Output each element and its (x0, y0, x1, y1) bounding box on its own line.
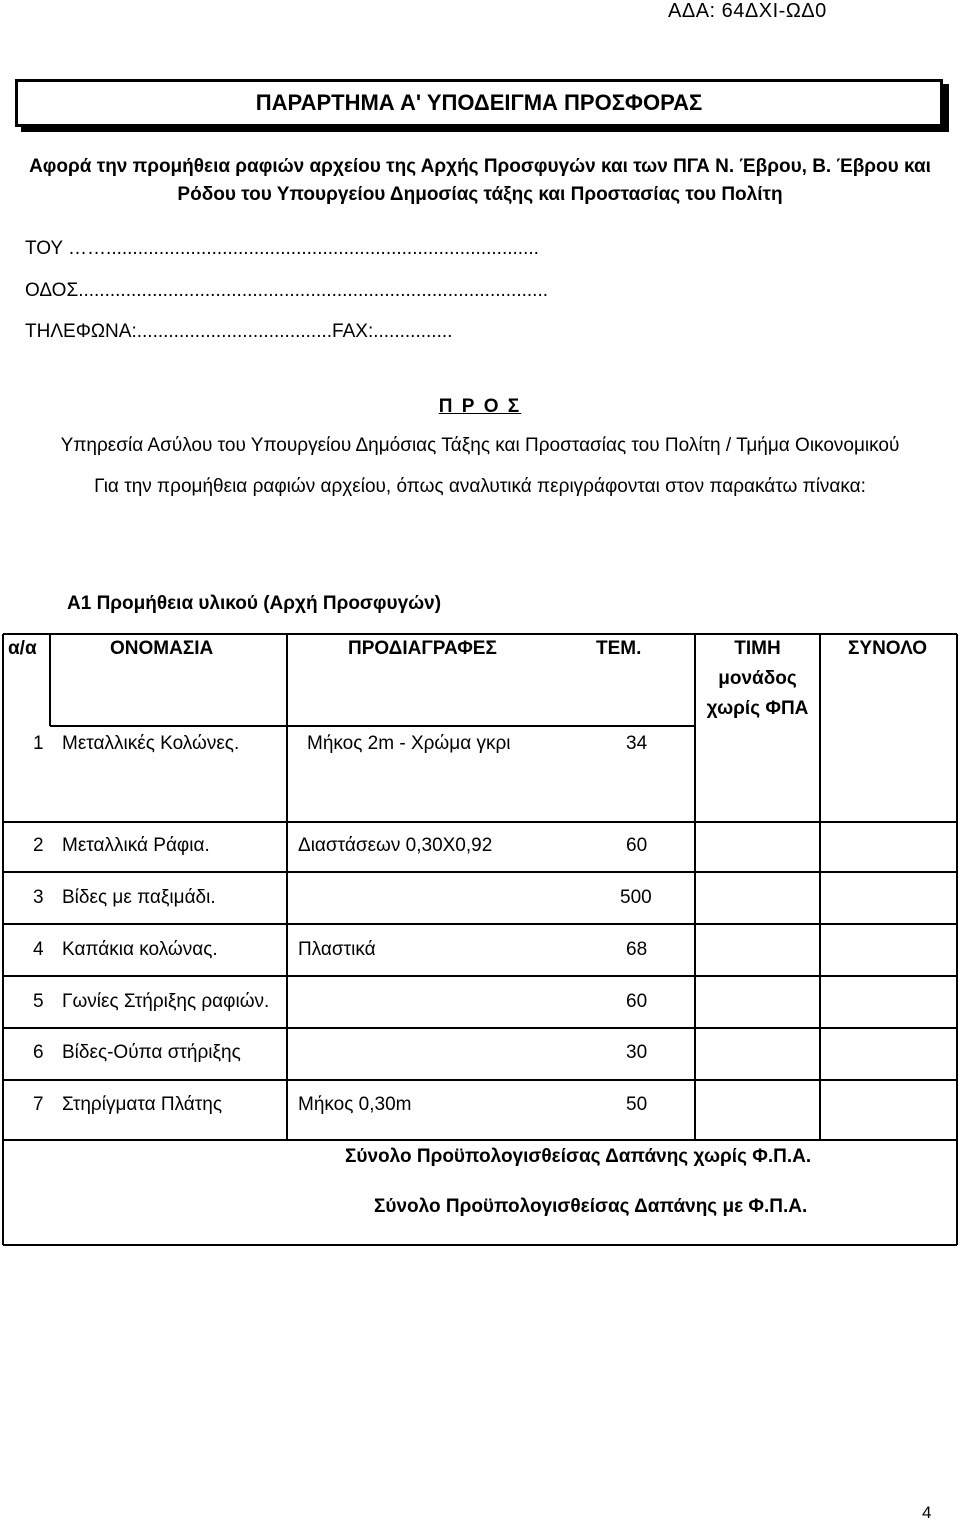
row-4-name: Καπάκια κολώνας. (62, 939, 218, 960)
row-2-specs: Διαστάσεων 0,30Χ0,92 (298, 835, 493, 856)
row-3-name: Βίδες με παξιμάδι. (62, 887, 216, 908)
sum-with-vat-label: Σύνολο Προϋπολογισθείσας Δαπάνης με Φ.Π.Α. (374, 1196, 808, 1217)
row-7-specs: Μήκος 0,30m (298, 1094, 412, 1115)
row-2-aa: 2 (33, 835, 44, 856)
row-1-specs: Μήκος 2m - Χρώμα γκρι (307, 733, 511, 754)
page-number: 4 (922, 1503, 932, 1522)
row-6-aa: 6 (33, 1042, 44, 1063)
header-price-line3: χωρίς ΦΠΑ (706, 698, 809, 719)
row-5-qty: 60 (626, 991, 648, 1012)
row-6-name: Βίδες-Ούπα στήριξης (62, 1042, 241, 1063)
subject-line-2: Ρόδου του Υπουργείου Δημοσίας τάξης και Προστασίας του Πολίτη (177, 184, 783, 205)
section-title: Α1 Προμήθεια υλικού (Αρχή Προσφυγών) (67, 593, 442, 614)
row-2-qty: 60 (626, 835, 648, 856)
row-7-aa: 7 (33, 1094, 44, 1115)
header-aa: α/α (8, 638, 37, 659)
field-tou: ΤΟΥ …….................................................................................. (25, 238, 539, 259)
row-1-name: Μεταλλικές Κολώνες. (62, 733, 240, 754)
pros-text: Π Ρ Ο Σ (438, 396, 522, 417)
row-3-aa: 3 (33, 887, 44, 908)
header-price-line2: μονάδος (718, 668, 797, 689)
row-3-qty: 500 (620, 887, 652, 908)
header-name: ΟΝΟΜΑΣΙΑ (110, 638, 214, 659)
row-6-qty: 30 (626, 1042, 648, 1063)
row-1-aa: 1 (33, 733, 44, 754)
sum-without-vat-label: Σύνολο Προϋπολογισθείσας Δαπάνης χωρίς Φ.Π.Α. (345, 1146, 812, 1167)
header-qty: ΤΕΜ. (596, 638, 642, 659)
subject-line-1: Αφορά την προμήθεια ραφιών αρχείου της Αρχής Προσφυγών και των ΠΓΑ Ν. Έβρου, Β. Έβρου και (29, 156, 931, 177)
field-phone-fax: ΤΗΛΕΦΩΝΑ:.....................................FAX:............... (25, 321, 453, 342)
row-5-name: Γωνίες Στήριξης ραφιών. (62, 991, 270, 1012)
header-specs: ΠΡΟΔΙΑΓΡΑΦΕΣ (348, 638, 497, 659)
row-4-specs: Πλαστικά (298, 939, 376, 960)
row-1-qty: 34 (626, 733, 648, 754)
row-5-aa: 5 (33, 991, 44, 1012)
header-total: ΣΥΝΟΛΟ (848, 638, 928, 659)
recipient: Υπηρεσία Ασύλου του Υπουργείου Δημόσιας Τάξης και Προστασίας του Πολίτη / Τμήμα Οικονομικού (60, 435, 900, 456)
row-4-aa: 4 (33, 939, 44, 960)
field-odos: ΟΔΟΣ......................................................................................... (25, 280, 549, 301)
intro-text: Για την προμήθεια ραφιών αρχείου, όπως αναλυτικά περιγράφονται στον παρακάτω πίνακα: (94, 476, 866, 497)
row-7-name: Στηρίγματα Πλάτης (62, 1094, 223, 1115)
ada-code: ΑΔΑ: 64ΔΧΙ-ΩΔ0 (668, 0, 827, 22)
row-7-qty: 50 (626, 1094, 648, 1115)
row-2-name: Μεταλλικά Ράφια. (62, 835, 210, 856)
row-4-qty: 68 (626, 939, 648, 960)
header-price-line1: ΤΙΜΗ (734, 638, 781, 659)
page-title-text: ΠΑΡΑΡΤΗΜΑ Α' ΥΠΟΔΕΙΓΜΑ ΠΡΟΣΦΟΡΑΣ (255, 90, 703, 115)
